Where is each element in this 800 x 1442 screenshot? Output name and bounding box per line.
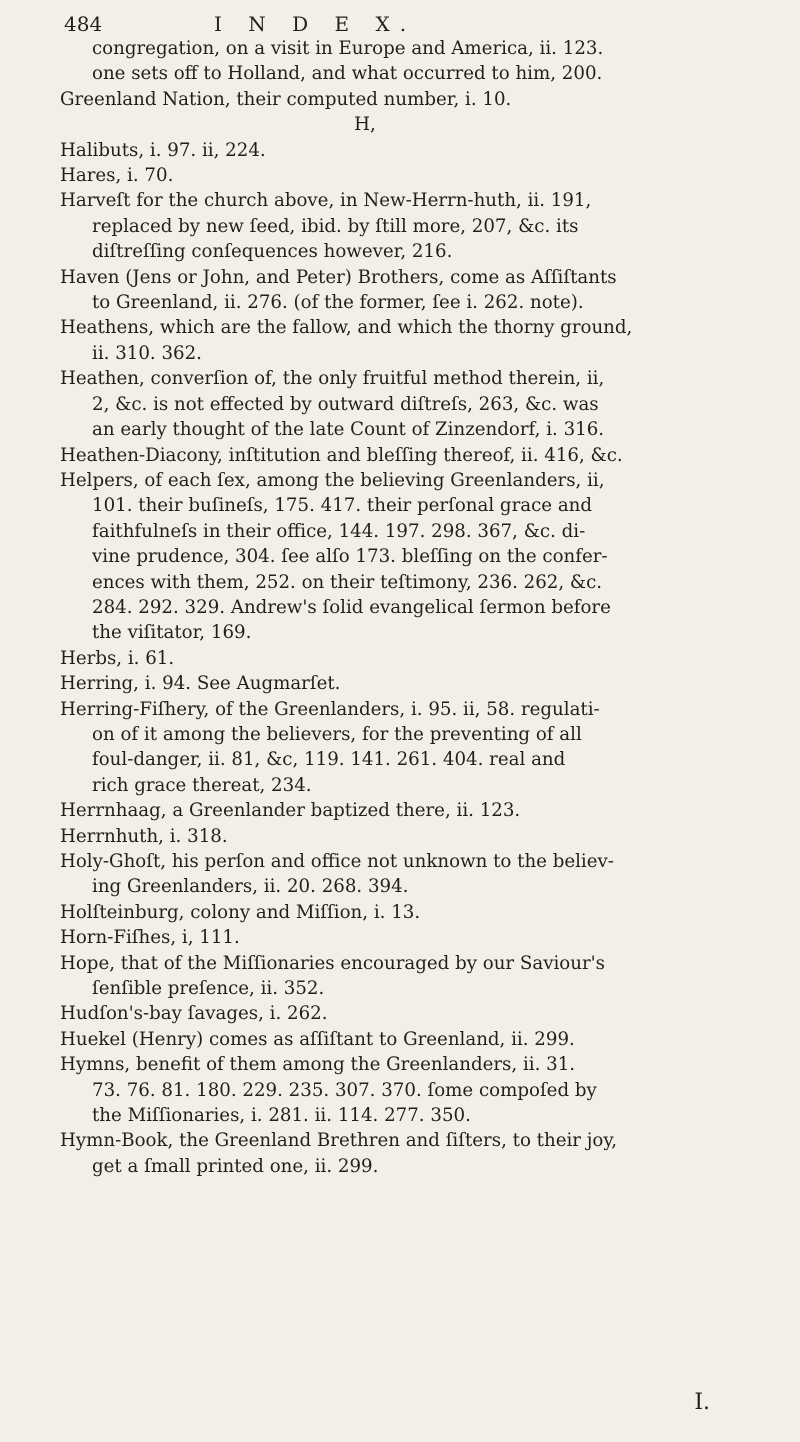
index-line: foul-danger, ii. 81, &c, 119. 141. 261. 404. real and [92, 749, 566, 771]
catchword: I. [694, 1390, 710, 1415]
index-line: on of it among the believers, for the preventing of all [92, 723, 582, 745]
index-line: Hudſon's-bay ſavages, i. 262. [60, 1003, 328, 1025]
index-line: Hope, that of the Miſſionaries encouraged by our Saviour's [60, 952, 605, 974]
index-line: Greenland Nation, their computed number, i. 10. [60, 88, 512, 110]
index-line: Herrnhaag, a Greenlander baptized there, ii. 123. [60, 800, 521, 822]
index-line: Huekel (Henry) comes as aſſiſtant to Greenland, ii. 299. [60, 1028, 575, 1050]
index-line: replaced by new ſeed, ibid. by ſtill more, 207, &c. its [92, 215, 579, 237]
index-line: the Miſſionaries, i. 281. ii. 114. 277. 350. [92, 1105, 471, 1127]
index-entries [60, 36, 730, 1179]
index-line: Harveſt for the church above, in New-Herrn-huth, ii. 191, [60, 190, 592, 212]
page-number: 484 [64, 12, 103, 36]
index-line: ing Greenlanders, ii. 20. 268. 394. [92, 876, 409, 898]
index-line: Hares, i. 70. [60, 165, 174, 187]
index-line: Heathen, converſion of, the only fruitful method therein, ii, [60, 368, 605, 390]
index-line: 101. their buſineſs, 175. 417. their perſonal grace and [92, 495, 593, 517]
index-line: Hymn-Book, the Greenland Brethren and ſiſters, to their joy, [60, 1130, 617, 1152]
section-letter: H, [354, 114, 376, 136]
index-line: vine prudence, 304. ſee alſo 173. bleſſing on the confer- [92, 546, 608, 568]
index-line: Horn-Fiſhes, i, 111. [60, 927, 240, 949]
page-header [64, 12, 730, 36]
index-line: Haven (Jens or John, and Peter) Brothers, come as Aſſiſtants [60, 266, 617, 288]
index-line: 2, &c. is not effected by outward diſtreſs, 263, &c. was [92, 393, 599, 415]
index-line: ii. 310. 362. [92, 342, 202, 364]
index-line: Helpers, of each ſex, among the believing Greenlanders, ii, [60, 469, 605, 491]
index-line: 284. 292. 329. Andrew's ſolid evangelical ſermon before [92, 596, 611, 618]
index-line: Holy-Ghoſt, his perſon and office not unknown to the believ- [60, 851, 614, 872]
index-line: rich grace thereat, 234. [92, 774, 312, 796]
index-line: faithfulneſs in their office, 144. 197. 298. 367, &c. di- [92, 520, 586, 542]
index-line: Holſteinburg, colony and Miſſion, i. 13. [60, 901, 421, 923]
index-line: to Greenland, ii. 276. (of the former, ſee i. 262. note). [92, 292, 584, 314]
index-line: congregation, on a visit in Europe and America, ii. 123. [92, 38, 604, 59]
index-line: an early thought of the late Count of Zinzendorf, i. 316. [92, 419, 605, 441]
index-line: one sets off to Holland, and what occurred to him, 200. [92, 63, 603, 85]
index-line: Herring, i. 94. See Augmarſet. [60, 673, 341, 695]
running-title: I N D E X. [214, 12, 417, 36]
index-line: Halibuts, i. 97. ii, 224. [60, 139, 266, 161]
index-line: Herbs, i. 61. [60, 647, 175, 669]
index-line: Hymns, benefit of them among the Greenlanders, ii. 31. [60, 1054, 576, 1076]
index-line: ſenſible preſence, ii. 352. [92, 978, 325, 1000]
index-line: Heathens, which are the fallow, and which the thorny ground, [60, 317, 633, 339]
index-line: diſtreſſing conſequences however, 216. [92, 241, 453, 263]
index-line: the viſitator, 169. [92, 622, 252, 644]
index-line: Herring-Fiſhery, of the Greenlanders, i. 95. ii, 58. regulati- [60, 698, 600, 720]
index-line: get a ſmall printed one, ii. 299. [92, 1155, 379, 1177]
index-line: Heathen-Diacony, inſtitution and bleſſing thereof, ii. 416, &c. [60, 444, 623, 466]
index-line: ences with them, 252. on their teſtimony, 236. 262, &c. [92, 571, 603, 593]
index-line: Herrnhuth, i. 318. [60, 825, 228, 847]
index-line: 73. 76. 81. 180. 229. 235. 307. 370. ſome compoſed by [92, 1079, 597, 1101]
